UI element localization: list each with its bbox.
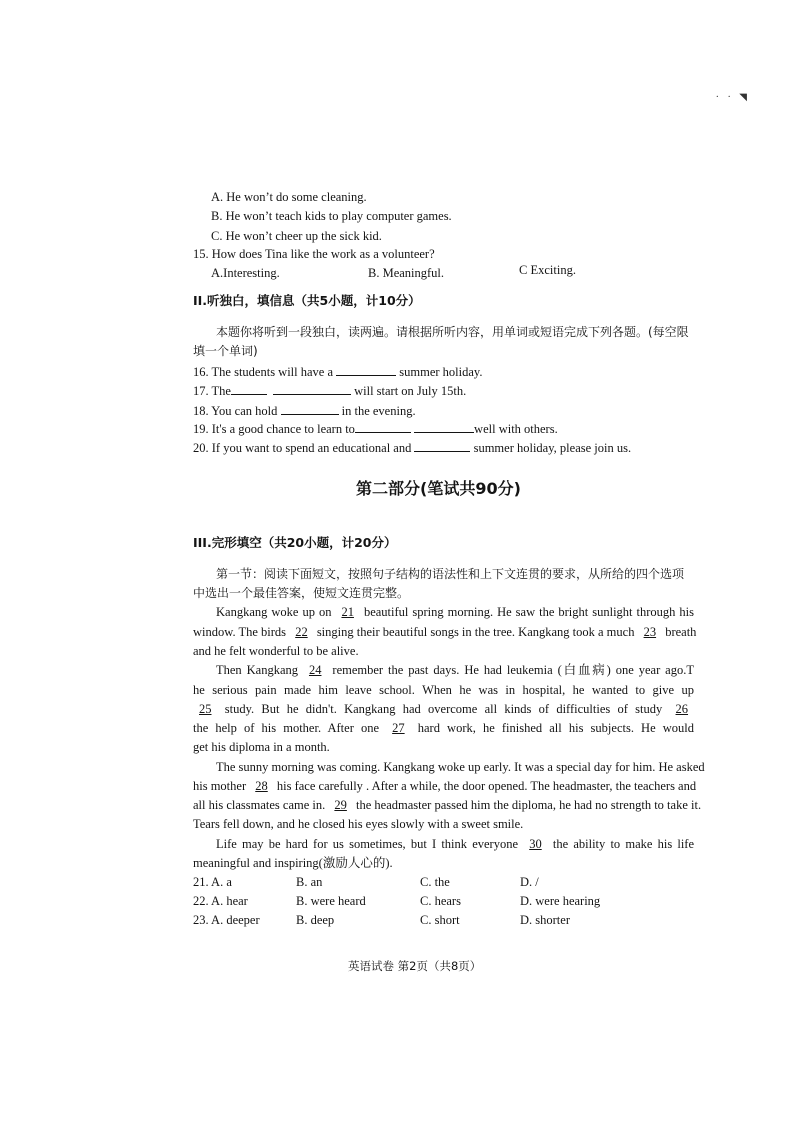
q17-blank-1[interactable]	[231, 382, 267, 395]
page-footer: 英语试卷 第2页（共8页）	[348, 959, 482, 973]
passage-p2-line3: 25 study. But he didn't. Kangkang had overcome all kinds of difficulties of study 26	[193, 701, 694, 717]
q15-stem: 15. How does Tina like the work as a volunteer?	[193, 247, 435, 261]
q21-option-a: 21. A. a	[193, 875, 232, 889]
section-3-heading: III.完形填空（共20小题，计20分）	[193, 535, 397, 550]
q15-option-a: A.Interesting.	[211, 266, 280, 280]
q21-option-b: B. an	[296, 875, 323, 889]
q19: 19. It's a good chance to learn to well with others.	[193, 422, 558, 436]
q16: 16. The students will have a summer holiday.	[193, 365, 483, 379]
q23-option-b: B. deep	[296, 913, 335, 927]
blank-21[interactable]: 21	[341, 605, 354, 619]
q19-blank-2[interactable]	[414, 420, 474, 433]
passage-p4-line1: Life may be hard for us sometimes, but I think everyone 30 the ability to make his life	[216, 837, 695, 851]
passage-p1-line3: and he felt wonderful to be alive.	[193, 644, 359, 658]
passage-p2-line1: Then Kangkang 24 remember the past days. He had leukemia (白血病) one year ago.T	[216, 663, 694, 677]
q22-option-d: D. were hearing	[520, 894, 601, 908]
q18: 18. You can hold in the evening.	[193, 404, 416, 418]
passage-p2-line4: the help of his mother. After one 27 hard work, he finished all his subjects. He would	[193, 721, 694, 735]
blank-28[interactable]: 28	[255, 779, 268, 793]
part-2-title: 第二部分(笔试共90分)	[356, 479, 521, 498]
q21-option-d: D. /	[520, 875, 539, 889]
blank-27[interactable]: 27	[392, 721, 405, 735]
passage-p3-line4: Tears fell down, and he closed his eyes slowly with a sweet smile.	[193, 817, 524, 831]
q23-option-c: C. short	[420, 913, 460, 927]
passage-p1-line1: Kangkang woke up on 21 beautiful spring morning. He saw the bright sunlight through his	[216, 605, 695, 619]
section-3-instruction-line2: 中选出一个最佳答案，使短文连贯完整。	[193, 586, 410, 600]
blank-30[interactable]: 30	[529, 837, 542, 851]
q21-option-c: C. the	[420, 875, 450, 889]
q22-option-c: C. hears	[420, 894, 461, 908]
q14-option-c: C. He won’t cheer up the sick kid.	[211, 229, 382, 243]
q20-blank[interactable]	[414, 439, 470, 452]
blank-23[interactable]: 23	[643, 625, 657, 639]
q18-blank[interactable]	[281, 402, 339, 415]
q23-option-d: D. shorter	[520, 913, 570, 927]
section-3-instruction-line1: 第一节：阅读下面短文，按照句子结构的语法性和上下文连贯的要求，从所给的四个选项	[216, 567, 685, 581]
blank-26[interactable]: 26	[675, 702, 689, 716]
passage-p3-line3: all his classmates came in. 29 the headmaster passed him the diploma, he had no strength to take it.	[193, 798, 702, 812]
passage-p1-line2: window. The birds 22 singing their beautiful songs in the tree. Kangkang took a much 23 breath	[193, 625, 697, 639]
blank-29[interactable]: 29	[334, 798, 347, 812]
q16-blank[interactable]	[336, 363, 396, 376]
q14-option-b: B. He won’t teach kids to play computer games.	[211, 209, 452, 223]
blank-22[interactable]: 22	[295, 625, 308, 639]
q17-blank-2[interactable]	[273, 382, 351, 395]
passage-p2-line2: he serious pain made him leave school. When he was in hospital, he wanted to give up	[193, 683, 694, 697]
q19-blank-1[interactable]	[355, 420, 411, 433]
q14-option-a: A. He won’t do some cleaning.	[211, 190, 367, 204]
passage-p4-line2: meaningful and inspiring(激励人心的).	[193, 856, 393, 870]
section-2-instruction-line2: 填一个单词)	[193, 344, 258, 358]
blank-24[interactable]: 24	[308, 663, 322, 677]
corner-mark: · · ◥	[715, 92, 750, 103]
blank-25[interactable]: 25	[199, 702, 212, 716]
q22-option-b: B. were heard	[296, 894, 366, 908]
q23-option-a: 23. A. deeper	[193, 913, 260, 927]
passage-p2-line5: get his diploma in a month.	[193, 740, 330, 754]
section-2-heading: II.听独白，填信息（共5小题，计10分）	[193, 293, 421, 308]
section-2-instruction-line1: 本题你将听到一段独白，读两遍。请根据所听内容，用单词或短语完成下列各题。(每空限	[216, 325, 689, 339]
q20: 20. If you want to spend an educational and summer holiday, please join us.	[193, 441, 632, 455]
q22-option-a: 22. A. hear	[193, 894, 248, 908]
q17: 17. The will start on July 15th.	[193, 384, 467, 398]
passage-p3-line2: his mother 28 his face carefully . After a while, the door opened. The headmaster, the teachers and	[193, 779, 697, 793]
q15-option-c: C Exciting.	[519, 263, 576, 277]
q15-option-b: B. Meaningful.	[368, 266, 445, 280]
passage-p3-line1: The sunny morning was coming. Kangkang woke up early. It was a special day for him. He asked	[216, 760, 705, 774]
